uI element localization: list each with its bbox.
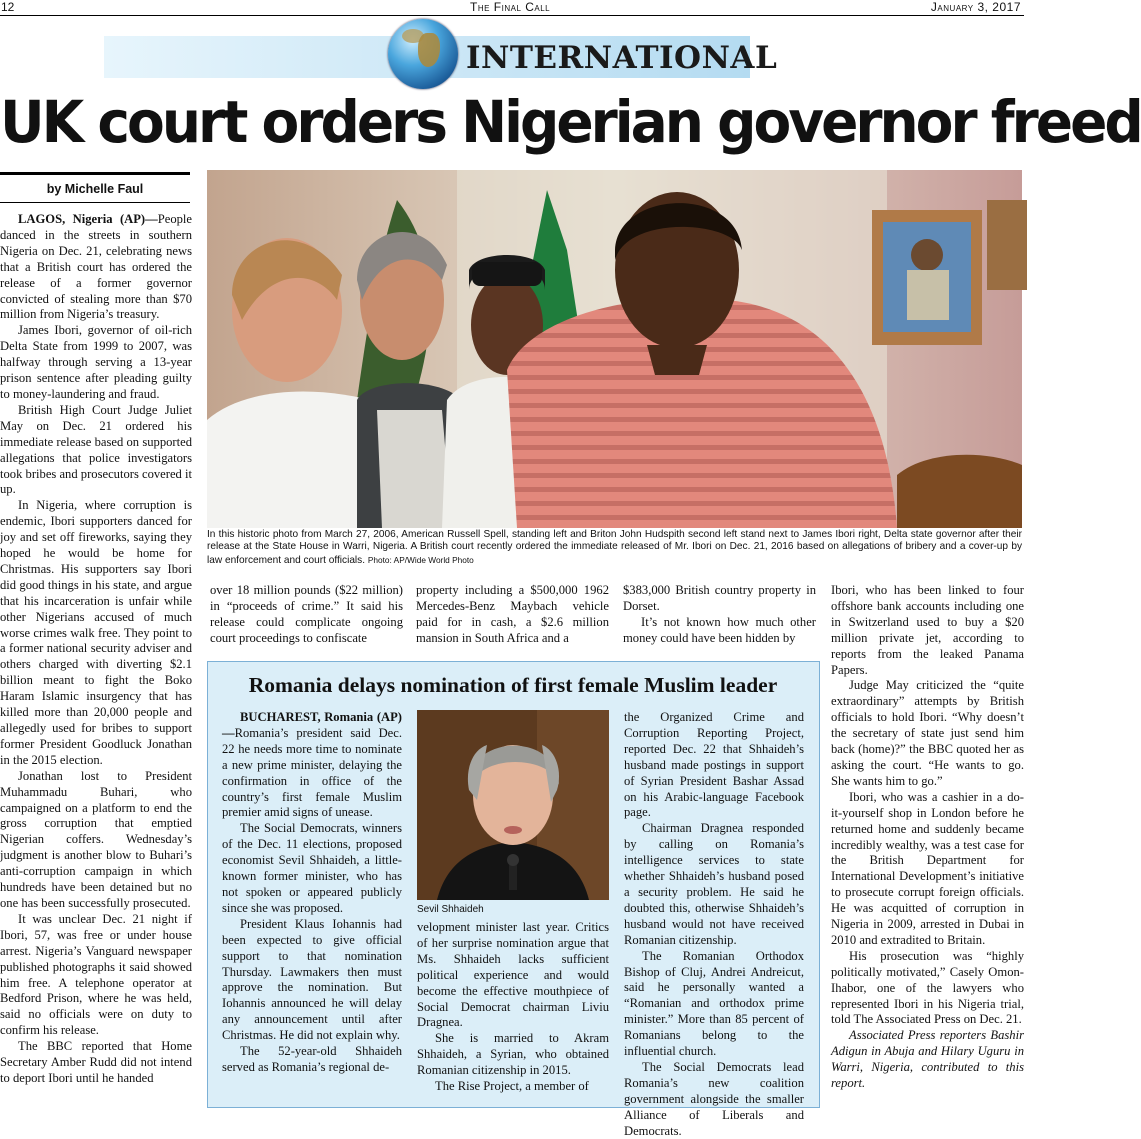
page-number: 12	[1, 0, 15, 14]
publication-name: The Final Call	[470, 0, 551, 14]
article-paragraph: over 18 million pounds ($22 million) in “proceeds of crime.” It said his release could complicate ongoing court proceedings to confiscate	[210, 583, 403, 645]
article-paragraph: property including a $500,000 1962 Mercedes-Benz Maybach vehicle paid for in cash, a $2.6 million mansion in South Africa and a	[416, 583, 609, 645]
article-column-3	[416, 583, 609, 647]
article-paragraph: $383,000 British country property in Dorset.	[623, 583, 816, 613]
globe-icon	[388, 19, 458, 89]
article-column-1	[0, 212, 192, 1108]
article-paragraph: Ibori, who was a cashier in a do-it-yourself shop in London before he returned home and suddenly became incredibly wealthy, was a test case for the British Department for International Development’s initiative to prosecute corrupt foreign officials. He was acquitted of corruption in Nigeria in 2009, arrested in Dubai in 2010 and extradited to Britain.	[831, 789, 1024, 947]
article-paragraph: Judge May criticized the “quite extraordinary” attempts by British officials to hold Ibori. “Why doesn’t the secretary of state just send him back (home)?” the BBC quoted her as asking the court. “He wants to go. She wants him to go.”	[831, 678, 1024, 788]
main-photo-image	[207, 170, 1022, 528]
sidebar-paragraph: She is married to Akram Shhaideh, a Syrian, who obtained Romanian citizenship in 2015.	[417, 1031, 609, 1078]
sidebar-paragraph: President Klaus Iohannis had been expected to give official support to that nomination Thursday. Lawmakers then must approve the nomination. But Iohannis announced he will delay any announcement until after Christmas. He did not explain why.	[222, 916, 402, 1043]
sidebar-column-3	[624, 710, 804, 1139]
article-column-4	[623, 583, 816, 647]
article-paragraph: Ibori, who has been linked to four offshore bank accounts including one in Switzerland used to buy a $20 million private jet, according to reports from the leaked Panama Papers.	[831, 583, 1024, 677]
sidebar-paragraph: the Organized Crime and Corruption Reporting Project, reported Dec. 22 that Shhaideh’s husband made postings in support of Syrian President Bashar Assad on his Arabic-language Facebook page.	[624, 710, 804, 820]
photo-credit: Photo: AP/Wide World Photo	[367, 554, 474, 565]
sidebar-paragraph: BUCHAREST, Romania (AP)—Romania’s president said Dec. 22 he needs more time to nominate a new prime minister, delaying the confirmation in office of the country’s first female Muslim premier amid signs of unease.	[222, 710, 402, 820]
sidebar-paragraph: The Social Democrats lead Romania’s new coalition government alongside the smaller Alliance of Liberals and Democrats.	[624, 1059, 804, 1138]
sidebar-paragraph: The Social Democrats, winners of the Dec. 11 elections, proposed economist Sevil Shhaideh, a little-known former minister, who has not spoken or appeared publicly since she was proposed.	[222, 821, 402, 915]
dateline: LAGOS, Nigeria (AP)—	[18, 212, 158, 226]
article-headline: UK court orders Nigerian governor freed	[0, 88, 1141, 156]
sidebar-paragraph: The Romanian Orthodox Bishop of Cluj, Andrei Andreicut, said he personally wanted a “Romanian and orthodox prime minister.” More than 85 percent of Romanians belong to the influential church.	[624, 948, 804, 1059]
sidebar-paragraph: velopment minister last year. Critics of her surprise nomination argue that Ms. Shhaideh lacks sufficient political experience and would become the effective mouthpiece of Social Democrat chairman Liviu Dragnea.	[417, 920, 609, 1030]
article-column-5	[831, 583, 1024, 1092]
article-paragraph: In Nigeria, where corruption is endemic, Ibori supporters danced for joy and set off fireworks, saying they hoped he would be home for Christmas. His supporters say Ibori did good things in his state, and argue that his incarceration is unfair while other Nigerians accused of much worse crimes walk free. They point to a former national security adviser and others charged with diverting $2.1 billion meant to fight the Boko Haram Islamic insurgency that has killed more than 20,000 people and allegedly used for bribes to support former President Goodluck Jonathan in the 2015 election.	[0, 498, 192, 767]
page-header	[0, 0, 1024, 16]
article-paragraph: It was unclear Dec. 21 night if Ibori, 57, was free or under house arrest. Nigeria’s Vanguard newspaper published photographs it said showed him free. A telephone operator at Bedford Prison, where he was held, said no officials were on duty to confirm his release.	[0, 911, 192, 1038]
section-label: INTERNATIONAL	[466, 40, 778, 76]
sidebar-column-1	[222, 710, 402, 1076]
sidebar-paragraph: Chairman Dragnea responded by calling on Romania’s intelligence services to state whether Shhaideh’s husband posed a security problem. He said he doubted this, otherwise Shhaideh’s husband would not have received Romanian citizenship.	[624, 821, 804, 947]
sidebar-headline: Romania delays nomination of first female Muslim leader	[248, 673, 778, 697]
article-credit-line: Associated Press reporters Bashir Adigun in Abuja and Hilary Uguru in Warri, Nigeria, contributed to this report.	[831, 1028, 1024, 1091]
sidebar-paragraph: The 52-year-old Shhaideh served as Romania’s regional de-	[222, 1044, 402, 1074]
sidebar-story	[207, 661, 820, 1138]
sidebar-photo-caption: Sevil Shhaideh	[417, 904, 484, 915]
article-paragraph: James Ibori, governor of oil-rich Delta State from 1999 to 2007, was halfway through serving a 13-year prison sentence after pleading guilty to money-laundering and fraud.	[0, 323, 192, 401]
sidebar-dateline: BUCHAREST, Romania (AP)—	[222, 710, 402, 740]
article-column-2	[210, 583, 403, 647]
byline: by Michelle Faul	[0, 172, 190, 203]
photo-caption: In this historic photo from March 27, 2006, American Russell Spell, standing left and Briton John Hudspith second left stand next to James Ibori right, Delta state governor after their release at the State House in Warri, Nigeria. A British court recently ordered the immediate released of Mr. Ibori on Dec. 21, 2016 based on allegations of bribery and a cover-up by law enforcement and court officials. Photo: AP/Wide World Photo	[207, 529, 1022, 566]
article-paragraph: The BBC reported that Home Secretary Amber Rudd did not intend to deport Ibori until he handed	[0, 1039, 192, 1085]
sidebar-paragraph: The Rise Project, a member of	[435, 1079, 589, 1094]
article-paragraph: His prosecution was “highly politically motivated,” Casely Omon-Ihabor, one of the lawyers who represented Ibori in his Nigeria trial, told The Associated Press on Dec. 21.	[831, 948, 1024, 1027]
article-paragraph: Jonathan lost to President Muhammadu Buhari, who campaigned on a platform to end the gross corruption that emptied Nigerian coffers. Wednesday’s judgment is another blow to Buhari’s anti-corruption campaign in which hundreds have been detained but no one has been successfully prosecuted.	[0, 768, 192, 910]
issue-date: January 3, 2017	[930, 0, 1021, 14]
sidebar-column-2	[417, 920, 609, 1095]
article-paragraph: LAGOS, Nigeria (AP)—People danced in the streets in southern Nigeria on Dec. 21, celebrating news that a British court has ordered the release of a former governor convicted of stealing more than $70 million from Nigeria’s treasury.	[0, 212, 192, 322]
sidebar-photo	[417, 710, 609, 900]
main-photo	[207, 170, 1022, 528]
article-paragraph: It’s not known how much other money could have been hidden by	[623, 614, 816, 645]
sidebar-photo-image	[417, 710, 609, 900]
article-paragraph: British High Court Judge Juliet May on Dec. 21 ordered his immediate release based on supported allegations that police investigators took bribes and prosecutors covered it up.	[0, 402, 192, 497]
